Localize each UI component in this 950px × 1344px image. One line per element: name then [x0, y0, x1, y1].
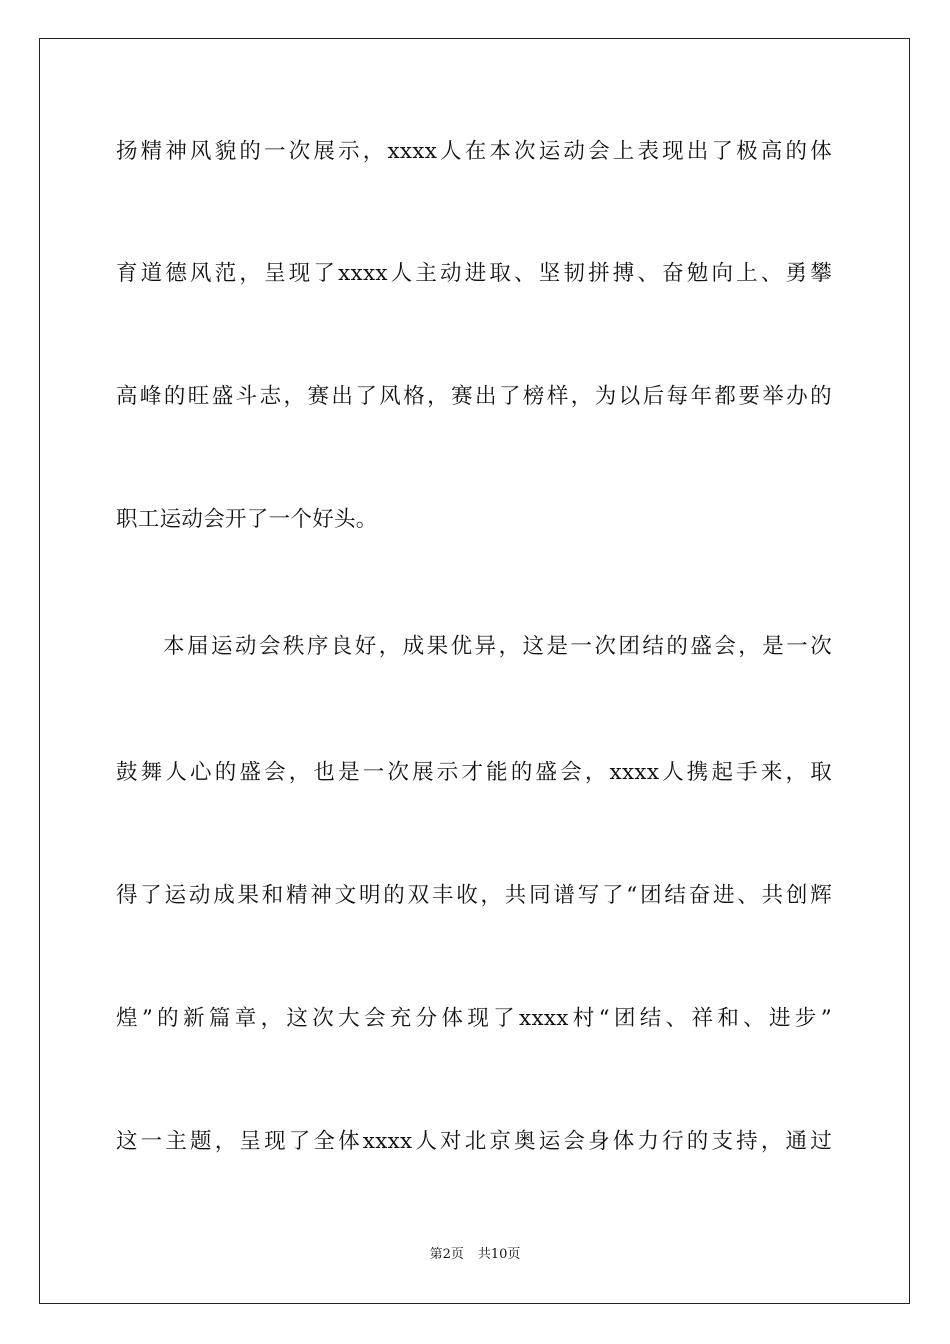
page-border — [39, 38, 910, 1304]
page-footer — [0, 1246, 950, 1264]
body-text-line: 得了运动成果和精神文明的双丰收，共同谱写了“团结奋进、共创辉 — [116, 883, 832, 908]
page-total: 共10页 — [477, 1247, 521, 1262]
body-text-line: 这一主题，呈现了全体xxxx人对北京奥运会身体力行的支持，通过 — [116, 1129, 832, 1154]
body-text-line: 职工运动会开了一个好头。 — [116, 507, 378, 532]
page-number: 第2页 — [429, 1247, 464, 1262]
body-text-line: 高峰的旺盛斗志，赛出了风格，赛出了榜样，为以后每年都要举办的 — [116, 384, 832, 409]
body-text-line: 育道德风范，呈现了xxxx人主动进取、坚韧拼搏、奋勉向上、勇攀 — [116, 261, 832, 286]
body-text-line: 扬精神风貌的一次展示，xxxx人在本次运动会上表现出了极高的体 — [116, 139, 832, 164]
body-text-line: 鼓舞人心的盛会，也是一次展示才能的盛会，xxxx人携起手来，取 — [116, 760, 832, 785]
paragraph-first-line: 本届运动会秩序良好，成果优异，这是一次团结的盛会，是一次 — [163, 634, 832, 659]
body-text-line: 煌”的新篇章，这次大会充分体现了xxxx村“团结、祥和、进步” — [116, 1006, 832, 1031]
